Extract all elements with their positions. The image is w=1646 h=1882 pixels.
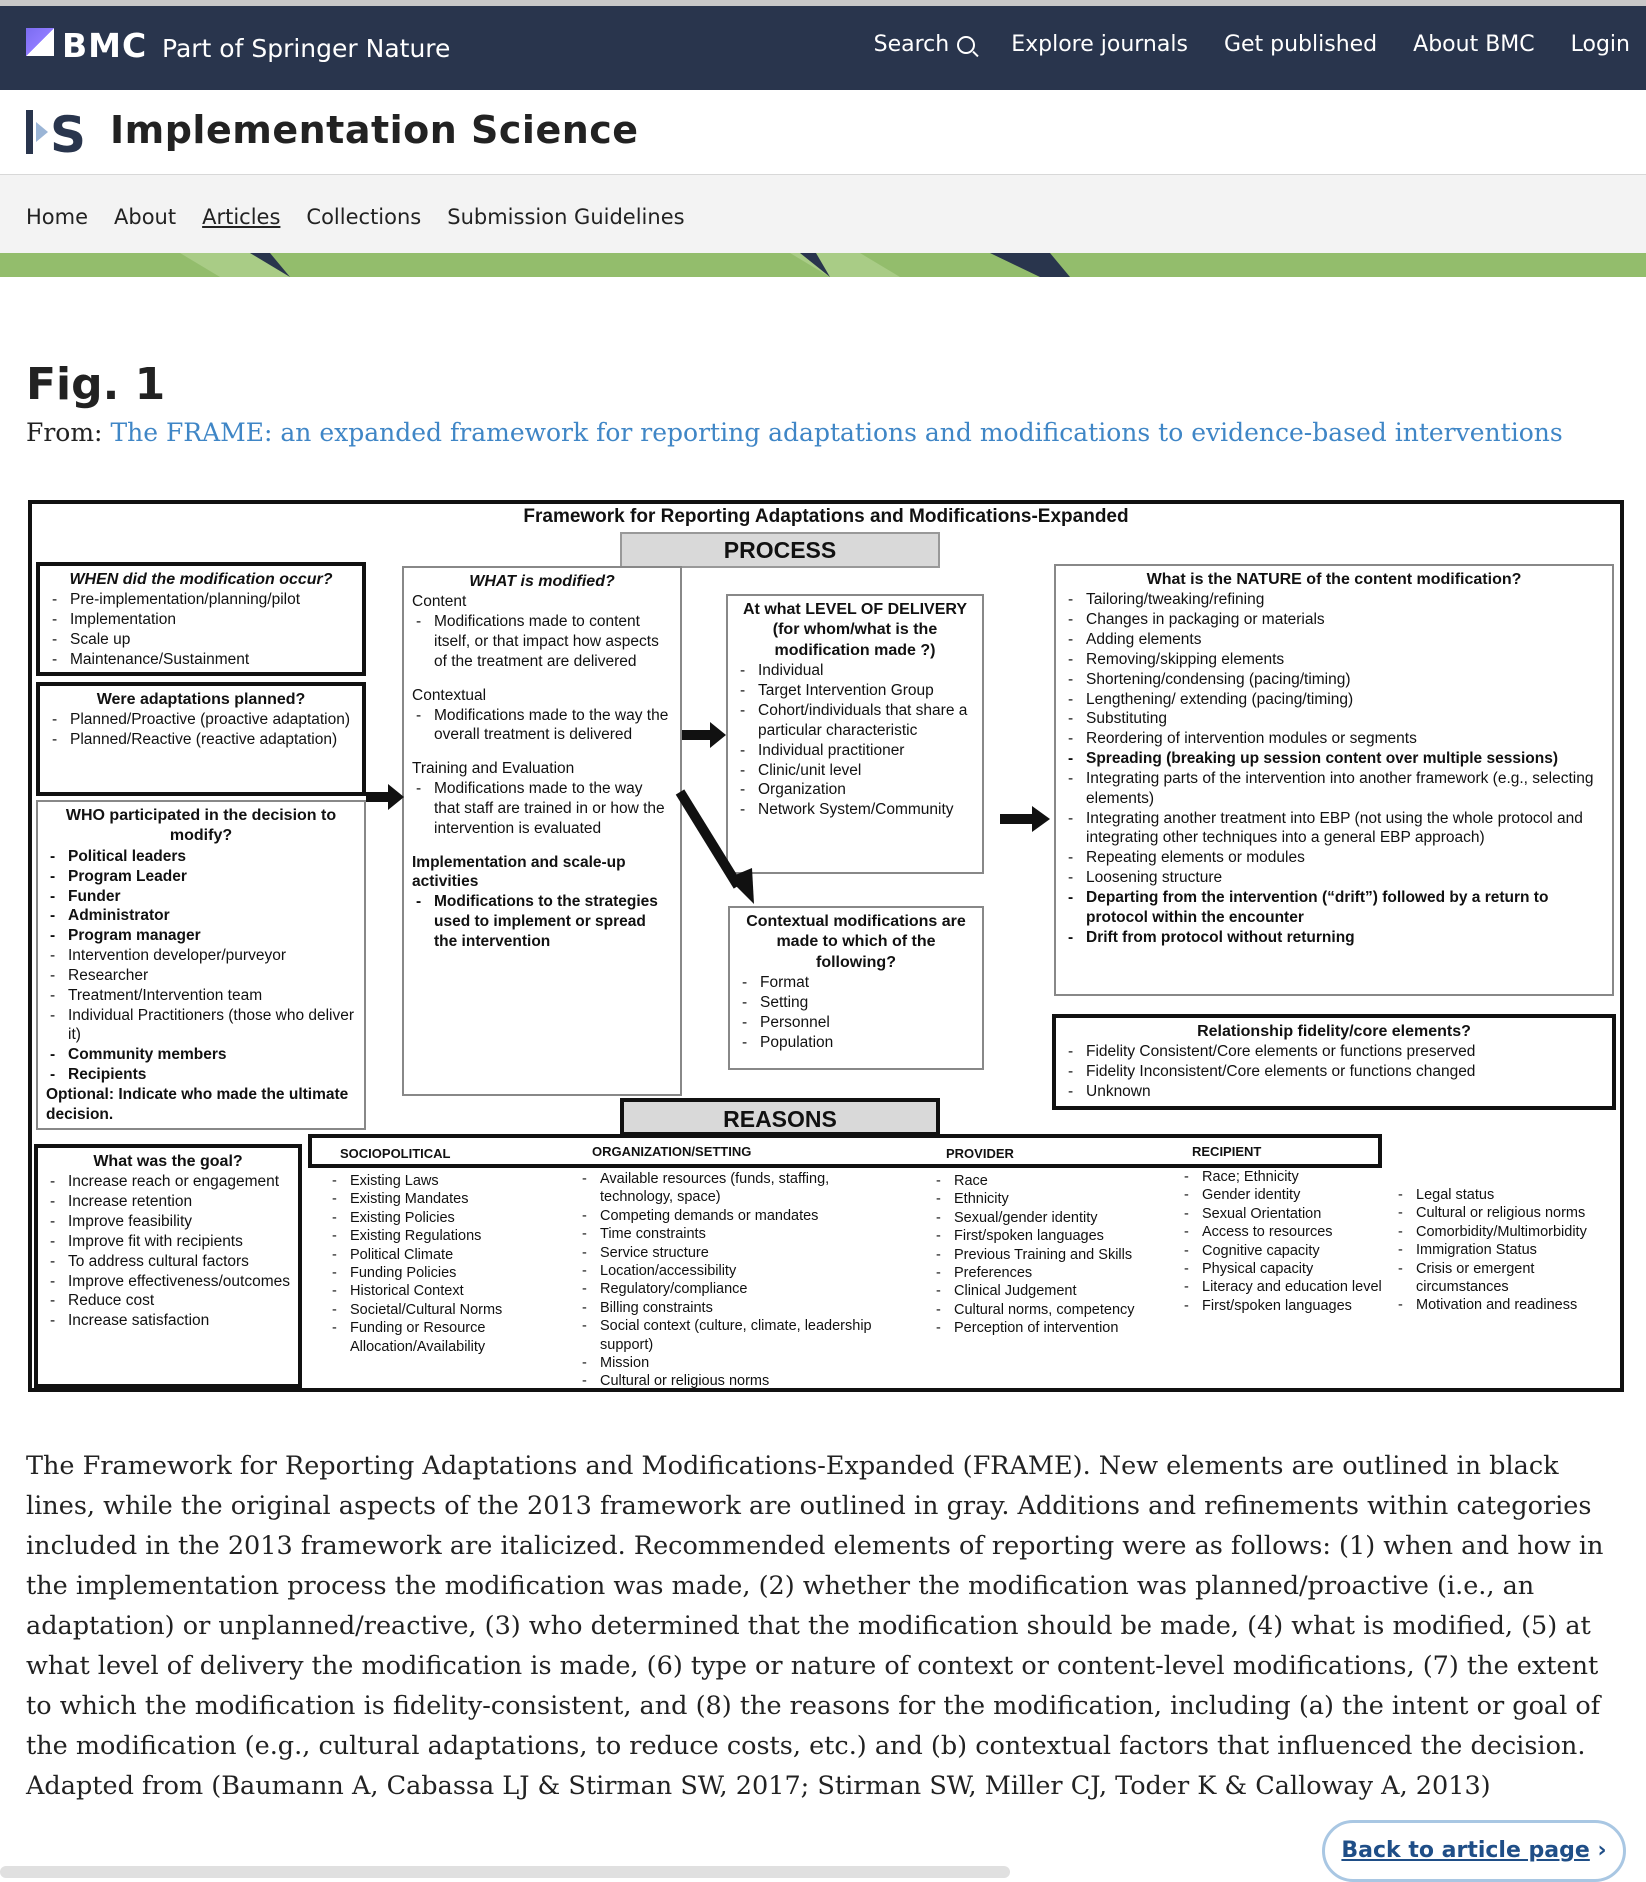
reasons-provider bbox=[934, 1172, 1164, 1338]
list-item: - Ethnicity bbox=[934, 1190, 1164, 1208]
list-item: - Intervention developer/purveyor bbox=[46, 946, 356, 966]
list-item: - Substituting bbox=[1064, 709, 1604, 729]
list-item: - Cohort/individuals that share a particular characteristic bbox=[736, 701, 974, 741]
nav-get-published[interactable]: Get published bbox=[1223, 32, 1378, 57]
list-item: - Previous Training and Skills bbox=[934, 1246, 1164, 1264]
list-item: - Drift from protocol without returning bbox=[1064, 928, 1604, 948]
arrow-right-icon bbox=[682, 720, 728, 750]
list-item: - Planned/Proactive (proactive adaptation) bbox=[48, 710, 354, 730]
list-item: - Historical Context bbox=[330, 1282, 550, 1300]
what-impl-label: Implementation and scale-up activities bbox=[412, 853, 626, 891]
contextual-mods-box bbox=[728, 906, 984, 1070]
contextual-mods-title: Contextual modifications are made to which of the following? bbox=[746, 913, 966, 971]
list-item: - Setting bbox=[738, 993, 974, 1013]
list-item: - Motivation and readiness bbox=[1396, 1296, 1606, 1314]
list-item: - First/spoken languages bbox=[934, 1227, 1164, 1245]
when-box bbox=[36, 562, 366, 676]
list-item: - Comorbidity/Multimorbidity bbox=[1396, 1223, 1606, 1241]
list-item: - Political Climate bbox=[330, 1246, 550, 1264]
nature-box bbox=[1054, 564, 1614, 996]
list-item: - Network System/Community bbox=[736, 800, 974, 820]
reasons-recipient-1 bbox=[1182, 1168, 1382, 1315]
level-title: At what LEVEL OF DELIVERY (for whom/what is the modification made ?) bbox=[742, 601, 968, 659]
reasons-banner: REASONS bbox=[620, 1098, 940, 1136]
list-item: - Societal/Cultural Norms bbox=[330, 1301, 550, 1319]
figure-title: Fig. 1 bbox=[26, 359, 166, 411]
list-item: - Integrating another treatment into EBP (not using the whole protocol and integrating other techniques into a general EBP approach) bbox=[1064, 809, 1604, 849]
bmc-brand[interactable]: BMC bbox=[62, 26, 148, 65]
list-item: - Individual bbox=[736, 661, 974, 681]
reasons-recipient-2 bbox=[1396, 1186, 1606, 1315]
what-training-list bbox=[412, 779, 672, 838]
list-item: - Available resources (funds, staffing, technology, space) bbox=[580, 1170, 880, 1207]
reason-header-organization: ORGANIZATION/SETTING bbox=[592, 1144, 752, 1159]
nav-explore-journals[interactable]: Explore journals bbox=[1011, 32, 1188, 57]
who-list bbox=[46, 847, 356, 1085]
list-item: - Program manager bbox=[46, 926, 356, 946]
list-item: - Cultural or religious norms bbox=[580, 1372, 880, 1390]
list-item: - Increase reach or engagement bbox=[46, 1172, 290, 1192]
arrow-right-icon bbox=[366, 782, 406, 812]
svg-text:S: S bbox=[50, 108, 87, 156]
list-item: - First/spoken languages bbox=[1182, 1297, 1382, 1315]
list-item: - Crisis or emergent circumstances bbox=[1396, 1260, 1606, 1297]
list-item: - Pre-implementation/planning/pilot bbox=[48, 590, 354, 610]
list-item: - Sexual Orientation bbox=[1182, 1205, 1382, 1223]
list-item: - Existing Policies bbox=[330, 1209, 550, 1227]
list-item: - Reordering of intervention modules or segments bbox=[1064, 729, 1604, 749]
what-impl-list bbox=[412, 892, 672, 951]
list-item: - Modifications to the strategies used to implement or spread the intervention bbox=[412, 892, 672, 951]
nature-title: What is the NATURE of the content modification? bbox=[1146, 571, 1522, 588]
list-item: - Race bbox=[934, 1172, 1164, 1190]
subnav-collections[interactable]: Collections bbox=[306, 205, 422, 229]
contextual-mods-list bbox=[738, 973, 974, 1052]
who-title: WHO participated in the decision to modify? bbox=[65, 807, 337, 845]
reasons-sociopolitical bbox=[330, 1172, 550, 1356]
goal-list bbox=[46, 1172, 290, 1331]
list-item: - Clinical Judgement bbox=[934, 1282, 1164, 1300]
site-header bbox=[0, 6, 1646, 90]
list-item: - Treatment/Intervention team bbox=[46, 986, 356, 1006]
list-item: - Time constraints bbox=[580, 1225, 880, 1243]
list-item: - Integrating parts of the intervention into another framework (e.g., selecting elements) bbox=[1064, 769, 1604, 809]
list-item: - Race; Ethnicity bbox=[1182, 1168, 1382, 1186]
what-content-label: Content bbox=[412, 593, 467, 611]
when-title: WHEN did the modification occur? bbox=[69, 571, 333, 588]
bmc-logo-icon bbox=[26, 28, 54, 56]
list-item: - Cultural norms, competency bbox=[934, 1301, 1164, 1319]
list-item: - Political leaders bbox=[46, 847, 356, 867]
level-list bbox=[736, 661, 974, 820]
goal-box bbox=[34, 1144, 302, 1388]
list-item: - Existing Mandates bbox=[330, 1190, 550, 1208]
list-item: - Sexual/gender identity bbox=[934, 1209, 1164, 1227]
list-item: - Funder bbox=[46, 887, 356, 907]
list-item: - Recipients bbox=[46, 1065, 356, 1085]
list-item: - Unknown bbox=[1064, 1082, 1604, 1102]
list-item: - Clinic/unit level bbox=[736, 761, 974, 781]
goal-title: What was the goal? bbox=[93, 1153, 243, 1170]
fidelity-box bbox=[1052, 1014, 1616, 1110]
list-item: - Mission bbox=[580, 1354, 880, 1372]
nav-login[interactable]: Login bbox=[1570, 32, 1630, 57]
what-training-label: Training and Evaluation bbox=[412, 760, 575, 778]
arrow-right-icon bbox=[1000, 804, 1052, 834]
list-item: - Reduce cost bbox=[46, 1291, 290, 1311]
nature-list bbox=[1064, 590, 1604, 947]
list-item: - Administrator bbox=[46, 906, 356, 926]
list-item: - Shortening/condensing (pacing/timing) bbox=[1064, 670, 1604, 690]
list-item: - Personnel bbox=[738, 1013, 974, 1033]
decorative-stripe bbox=[0, 253, 1646, 277]
what-contextual-label: Contextual bbox=[412, 686, 487, 704]
reasons-header-bar bbox=[308, 1134, 1382, 1168]
list-item: - Gender identity bbox=[1182, 1186, 1382, 1204]
process-banner: PROCESS bbox=[620, 532, 940, 568]
who-box bbox=[36, 800, 366, 1130]
list-item: - Preferences bbox=[934, 1264, 1164, 1282]
list-item: - Immigration Status bbox=[1396, 1241, 1606, 1259]
list-item: - Competing demands or mandates bbox=[580, 1207, 880, 1225]
horizontal-scrollbar[interactable] bbox=[0, 1866, 1010, 1878]
list-item: - Improve feasibility bbox=[46, 1212, 290, 1232]
list-item: - Modifications made to the way the overall treatment is delivered bbox=[412, 706, 672, 746]
subnav-submission-guidelines[interactable]: Submission Guidelines bbox=[447, 205, 685, 229]
chevron-right-icon: › bbox=[1597, 1838, 1607, 1863]
reason-header-recipient: RECIPIENT bbox=[1192, 1144, 1262, 1159]
list-item: - Fidelity Consistent/Core elements or functions preserved bbox=[1064, 1042, 1604, 1062]
list-item: - Modifications made to content itself, or that impact how aspects of the treatment are delivered bbox=[412, 612, 672, 671]
list-item: - Physical capacity bbox=[1182, 1260, 1382, 1278]
list-item: - To address cultural factors bbox=[46, 1252, 290, 1272]
list-item: - Location/accessibility bbox=[580, 1262, 880, 1280]
what-title: WHAT is modified? bbox=[469, 573, 615, 590]
reason-header-sociopolitical: SOCIOPOLITICAL bbox=[340, 1146, 451, 1161]
when-list bbox=[48, 590, 354, 669]
level-box bbox=[726, 594, 984, 874]
subnav-home[interactable]: Home bbox=[26, 205, 89, 229]
what-contextual-list bbox=[412, 706, 672, 746]
list-item: - Spreading (breaking up session content over multiple sessions) bbox=[1064, 749, 1604, 769]
list-item: - Funding Policies bbox=[330, 1264, 550, 1282]
list-item: - Repeating elements or modules bbox=[1064, 848, 1604, 868]
list-item: - Planned/Reactive (reactive adaptation) bbox=[48, 730, 354, 750]
list-item: - Increase satisfaction bbox=[46, 1311, 290, 1331]
list-item: - Cognitive capacity bbox=[1182, 1242, 1382, 1260]
list-item: - Existing Laws bbox=[330, 1172, 550, 1190]
list-item: - Community members bbox=[46, 1045, 356, 1065]
list-item: - Individual Practitioners (those who deliver it) bbox=[46, 1006, 356, 1046]
list-item: - Implementation bbox=[48, 610, 354, 630]
article-link[interactable]: The FRAME: an expanded framework for reporting adaptations and modifications to evidence-based interventions bbox=[110, 418, 1563, 447]
list-item: - Fidelity Inconsistent/Core elements or functions changed bbox=[1064, 1062, 1604, 1082]
list-item: - Social context (culture, climate, leadership support) bbox=[580, 1317, 880, 1354]
search-icon bbox=[957, 36, 975, 54]
list-item: - Changes in packaging or materials bbox=[1064, 610, 1604, 630]
list-item: - Improve fit with recipients bbox=[46, 1232, 290, 1252]
list-item: - Departing from the intervention (“drift”) followed by a return to protocol within the encounter bbox=[1064, 888, 1604, 928]
subnav-about[interactable]: About bbox=[114, 205, 177, 229]
journal-title[interactable]: Implementation Science bbox=[110, 108, 639, 152]
planned-box bbox=[36, 682, 366, 796]
list-item: - Researcher bbox=[46, 966, 356, 986]
list-item: - Individual practitioner bbox=[736, 741, 974, 761]
bmc-brand-sub: Part of Springer Nature bbox=[162, 34, 451, 63]
list-item: - Loosening structure bbox=[1064, 868, 1604, 888]
list-item: - Literacy and education level bbox=[1182, 1278, 1382, 1296]
back-button-label: Back to article page bbox=[1341, 1838, 1590, 1863]
list-item: - Access to resources bbox=[1182, 1223, 1382, 1241]
journal-nav bbox=[0, 175, 1646, 253]
journal-header bbox=[0, 90, 1646, 175]
list-item: - Maintenance/Sustainment bbox=[48, 650, 354, 670]
list-item: - Improve effectiveness/outcomes bbox=[46, 1272, 290, 1292]
reasons-organization bbox=[580, 1170, 880, 1391]
from-label: From: bbox=[26, 418, 103, 447]
list-item: - Modifications made to the way that staff are trained in or how the intervention is evaluated bbox=[412, 779, 672, 838]
fidelity-list bbox=[1064, 1042, 1604, 1101]
list-item: - Regulatory/compliance bbox=[580, 1280, 880, 1298]
list-item: - Billing constraints bbox=[580, 1299, 880, 1317]
fidelity-title: Relationship fidelity/core elements? bbox=[1197, 1023, 1471, 1040]
list-item: - Perception of intervention bbox=[934, 1319, 1164, 1337]
figure-source bbox=[26, 418, 1563, 447]
list-item: - Cultural or religious norms bbox=[1396, 1204, 1606, 1222]
who-optional: Optional: Indicate who made the ultimate decision. bbox=[46, 1085, 349, 1123]
list-item: - Tailoring/tweaking/refining bbox=[1064, 590, 1604, 610]
list-item: - Format bbox=[738, 973, 974, 993]
reason-header-provider: PROVIDER bbox=[946, 1146, 1014, 1161]
list-item: - Service structure bbox=[580, 1244, 880, 1262]
top-nav bbox=[874, 32, 1630, 57]
planned-list bbox=[48, 710, 354, 750]
what-box bbox=[402, 566, 682, 1096]
list-item: - Population bbox=[738, 1033, 974, 1053]
figure-caption: The Framework for Reporting Adaptations and Modifications-Expanded (FRAME). New elements are outlined in black lines, while the original aspects of the 2013 framework are outlined in gray. Additions and refinements within categories included in the 2013 framework are italicized. Recommended elements of reporting were as follows: (1) when and how in the implementation process the modification was made, (2) whether the modification was planned/proactive (i.e., an adaptation) or unplanned/reactive, (3) who determined that the modification should be made, (4) what is modified, (5) at what level of delivery the modification is made, (6) type or nature of context or content-level modifications, (7) the extent to which the modification is fidelity-consistent, and (8) the reasons for the modification, including (a) the intent or goal of the modification (e.g., cultural adaptations, to reduce costs, etc.) and (b) contextual factors that influenced the decision. Adapted from (Baumann A, Cabassa LJ & Stirman SW, 2017; Stirman SW, Miller CJ, Toder K & Calloway A, 2013) bbox=[26, 1450, 1604, 1801]
list-item: - Removing/skipping elements bbox=[1064, 650, 1604, 670]
diagram-heading: Framework for Reporting Adaptations and Modifications-Expanded bbox=[523, 506, 1129, 527]
planned-title: Were adaptations planned? bbox=[96, 691, 306, 708]
arrow-diagonal-icon bbox=[672, 786, 762, 910]
list-item: - Increase retention bbox=[46, 1192, 290, 1212]
what-content-list bbox=[412, 612, 672, 671]
nav-about-bmc[interactable]: About BMC bbox=[1413, 32, 1535, 57]
frame-diagram bbox=[28, 500, 1624, 1392]
journal-logo-icon[interactable] bbox=[26, 108, 88, 156]
back-to-article-button[interactable] bbox=[1322, 1820, 1626, 1882]
subnav-articles[interactable]: Articles bbox=[202, 205, 281, 229]
list-item: - Funding or Resource Allocation/Availability bbox=[330, 1319, 550, 1356]
list-item: - Legal status bbox=[1396, 1186, 1606, 1204]
nav-search[interactable]: Search bbox=[874, 32, 976, 57]
list-item: - Organization bbox=[736, 780, 974, 800]
list-item: - Lengthening/ extending (pacing/timing) bbox=[1064, 690, 1604, 710]
stripe-pattern bbox=[0, 253, 1646, 277]
list-item: - Adding elements bbox=[1064, 630, 1604, 650]
list-item: - Scale up bbox=[48, 630, 354, 650]
list-item: - Target Intervention Group bbox=[736, 681, 974, 701]
list-item: - Program Leader bbox=[46, 867, 356, 887]
list-item: - Existing Regulations bbox=[330, 1227, 550, 1245]
